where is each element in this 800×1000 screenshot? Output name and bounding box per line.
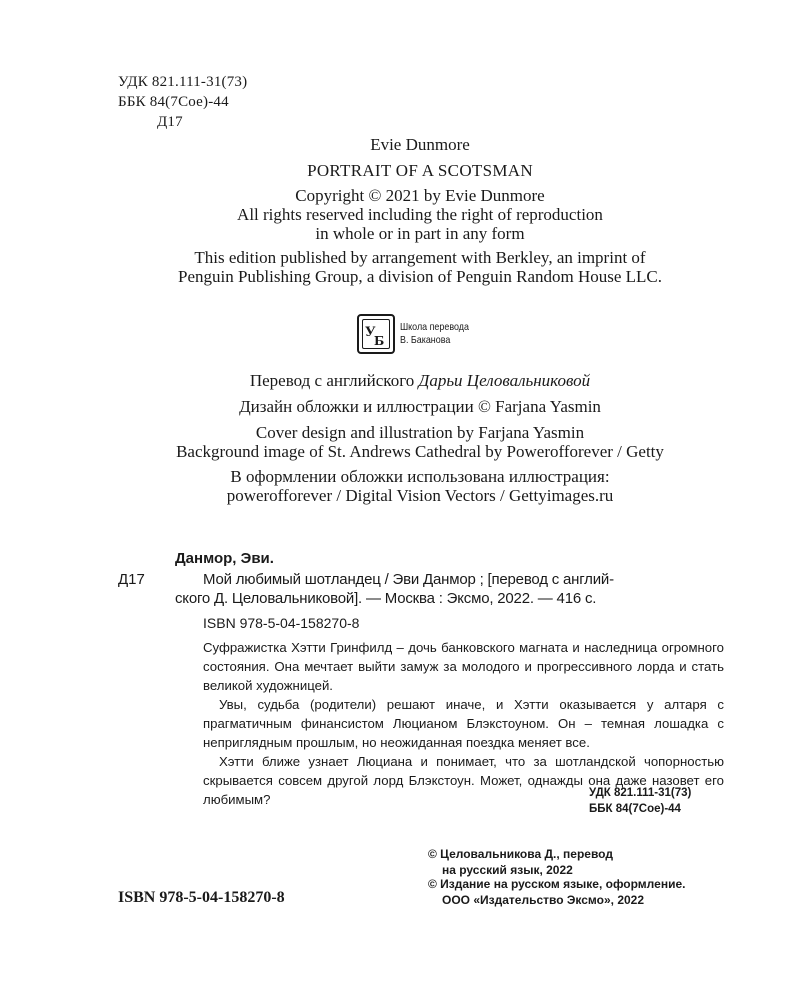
edition-line-2: Penguin Publishing Group, a division of Penguin Random House LLC. xyxy=(177,267,663,286)
translator-name: Дарьи Целовальниковой xyxy=(418,371,591,390)
illustration-credit-1: В оформлении обложки использована иллюстрация: xyxy=(230,467,610,486)
footer-isbn: ISBN 978-5-04-158270-8 xyxy=(118,889,285,906)
annotation-udk: УДК 821.111-31(73) xyxy=(589,787,692,799)
catalog-code: Д17 xyxy=(118,571,145,588)
svg-text:Б: Б xyxy=(374,334,385,348)
translation-prefix: Перевод с английского xyxy=(249,371,419,390)
annotation-bbk: ББК 84(7Сое)-44 xyxy=(589,803,681,815)
catalog-heading: Данмор, Эви. xyxy=(175,550,274,567)
design-credit-en: Cover design and illustration by Farjana Yasmin xyxy=(255,423,585,442)
rights-line-1: All rights reserved including the right of reproduction xyxy=(237,205,603,224)
annotation xyxy=(203,638,724,809)
translation-credit xyxy=(0,370,800,391)
original-author: Evie Dunmore xyxy=(370,135,470,154)
copyright-line: Copyright © 2021 by Evie Dunmore xyxy=(295,186,545,205)
edition-line-1: This edition published by arrangement with Berkley, an imprint of xyxy=(194,248,646,267)
translation-copyright-2: на русский язык, 2022 xyxy=(442,863,573,877)
original-title: PORTRAIT OF A SCOTSMAN xyxy=(307,161,533,180)
rights-line-2: in whole or in part in any form xyxy=(315,224,525,243)
edition-copyright-1: © Издание на русском языке, оформление. xyxy=(428,877,686,891)
illustration-credit-2: powerofforever / Digital Vision Vectors / Gettyimages.ru xyxy=(226,486,614,505)
annotation-paragraph-2: Увы, судьба (родители) решают иначе, и Хэтти оказывается у алтаря с прагматичным финансистом Люцианом Блэкстоуном. Он – темная лошадка с неприглядным прошлым, но неожиданная поездка меняет все. xyxy=(203,697,724,750)
catalog-isbn: ISBN 978-5-04-158270-8 xyxy=(203,615,360,631)
catalog-description-2: ского Д. Целовальниковой]. — Москва : Эксмо, 2022. — 416 с. xyxy=(175,590,597,607)
translation-copyright-1: © Целовальникова Д., перевод xyxy=(428,847,613,861)
logo-text-line-1: Школа перевода xyxy=(400,321,469,333)
annotation-paragraph-3: Хэтти ближе узнает Люциана и понимает, что за шотландской чопорностью скрывается совсем другой лорд Блэкстоун. Может, однажды она даже назовет его любимым? xyxy=(203,754,724,807)
svg-text:У: У xyxy=(365,325,376,340)
edition-copyright-2: ООО «Издательство Эксмо», 2022 xyxy=(442,893,645,907)
logo-text-line-2: В. Баканова xyxy=(400,334,451,346)
author-mark: Д17 xyxy=(157,114,183,130)
udk-code: УДК 821.111-31(73) xyxy=(118,74,248,90)
annotation-paragraph-1: Суфражистка Хэтти Гринфилд – дочь банковского магната и наследница огромного состояния. Она мечтает выйти замуж за молодого и прогрессивного лорда и стать великой художницей. xyxy=(203,640,724,693)
school-monogram-icon xyxy=(357,314,395,354)
bbk-code: ББК 84(7Сое)-44 xyxy=(118,94,229,110)
catalog-description-1: Мой любимый шотландец / Эви Данмор ; [перевод с англий- xyxy=(203,571,614,588)
design-credit-ru: Дизайн обложки и иллюстрации © Farjana Yasmin xyxy=(239,397,601,416)
background-credit: Background image of St. Andrews Cathedral by Powerofforever / Getty xyxy=(176,442,664,461)
